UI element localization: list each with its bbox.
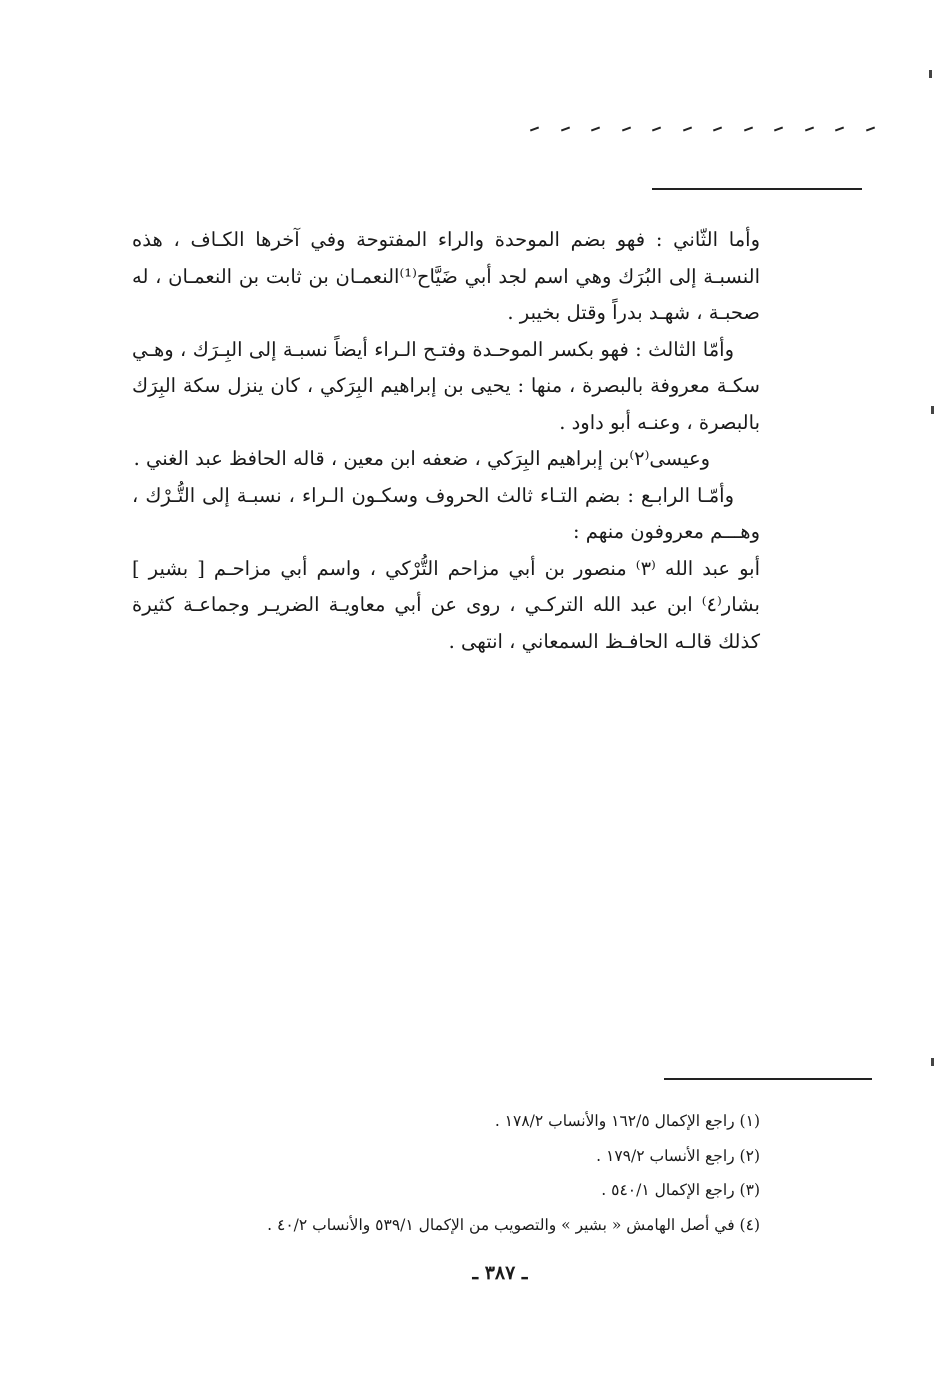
footnote: (٣) راجع الإكمال ٥٤٠/١ . (601, 1181, 760, 1199)
main-text (132, 222, 760, 660)
footnote: (١) راجع الإكمال ١٦٢/٥ والأنساب ١٧٨/٢ . (494, 1112, 760, 1130)
footnote-rule (664, 1078, 872, 1080)
scan-edge-mark (931, 406, 934, 414)
footnote: (٤) في أصل الهامش « بشير » والتصويب من الإكمال ٥٣٩/١ والأنساب ٤٠/٢ . (267, 1215, 760, 1234)
paragraph: وعيسى⁽٢⁾بن إبراهيم البِرَكي ، ضعفه ابن معين ، قاله الحافظ عبد الغني . (133, 447, 710, 470)
header-dash-ornament (530, 128, 875, 130)
paragraph: أبو عبد الله ⁽٣⁾ منصور بن أبي مزاحم التُّرْكي ، واسم أبي مزاحـم [ بشير ] بشار⁽٤⁾ ابن عبد الله التركـي ، روى عن أبي معاويـة الضريـر وجماعـة كثيرة كذلك قالـه الحافـظ السمعاني ، انتهى . (132, 556, 760, 653)
paragraph: وأما الثّاني : فهو بضم الموحدة والراء المفتوحة وفي آخرها الكـاف ، هذه النسبـة إلى البُرَك وهي اسم لجد أبي ضَيَّاح⁽¹⁾النعمـان بن ثابت بن النعمـان ، له صحبـة ، شهـد بدراً وقتل بخيبر . (132, 228, 760, 324)
scan-edge-mark (931, 1058, 934, 1066)
paragraph: وأمّـا الرابـع : بضم التـاء ثالث الحروف وسكـون الـراء ، نسبـة إلى التُّـرْك ، وهـــم معروفون منهم : (132, 483, 760, 543)
scan-edge-mark (929, 70, 932, 78)
footnotes (200, 1104, 760, 1242)
top-rule (652, 188, 862, 190)
footnote: (٢) راجع الأنساب ١٧٩/٢ . (596, 1146, 760, 1165)
page-number: ـ ٣٨٧ ـ (472, 1262, 528, 1284)
paragraph: وأمّا الثالث : فهو بكسر الموحـدة وفتـح الـراء أيضاً نسبـة إلى البِـرَك ، وهـي سكـة معروفة بالبصرة ، منها : يحيى بن إبراهيم البِرَكي ، كان ينزل سكة البِرَك بالبصرة ، وعنـه أبو داود . (132, 337, 760, 434)
